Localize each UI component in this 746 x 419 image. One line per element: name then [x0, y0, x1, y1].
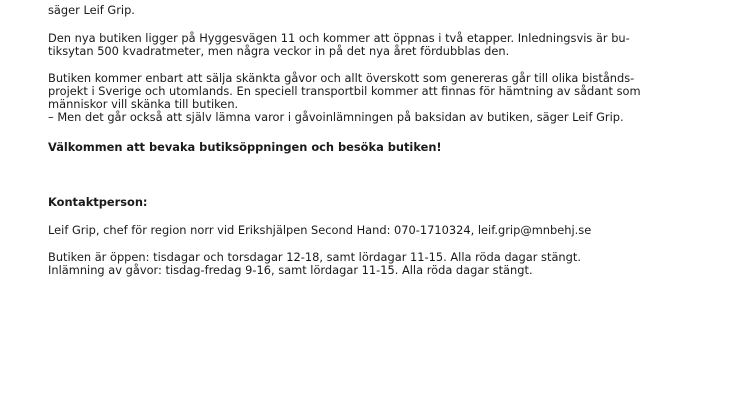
- text-line: Välkommen att bevaka butiksöppningen och besöka butiken!: [48, 140, 442, 154]
- contact-details: [48, 224, 688, 237]
- text-line: säger Leif Grip.: [48, 3, 135, 17]
- welcome-statement: [48, 141, 688, 154]
- opening-hours: [48, 251, 688, 277]
- text-line: Leif Grip, chef för region norr vid Erikshjälpen Second Hand: 070-1710324, leif.grip@mnbehj.se: [48, 223, 592, 237]
- text-line: projekt i Sverige och utomlands. En speciell transportbil kommer att finnas för hämtning av sådant som: [48, 84, 641, 98]
- text-line: människor vill skänka till butiken.: [48, 97, 239, 111]
- text-line: – Men det går också att själv lämna varor i gåvoinlämningen på baksidan av butiken, säger Leif Grip.: [48, 110, 624, 124]
- paragraph-new-store: [48, 32, 688, 58]
- text-line: tiksytan 500 kvadratmeter, men några veckor in på det nya året fördubblas den.: [48, 44, 510, 58]
- text-line: Kontaktperson:: [48, 195, 148, 209]
- contact-heading: [48, 196, 688, 209]
- paragraph-donations: [48, 72, 688, 124]
- text-line: Butiken är öppen: tisdagar och torsdagar 12-18, samt lördagar 11-15. Alla röda dagar stängt.: [48, 250, 581, 264]
- text-line: Inlämning av gåvor: tisdag-fredag 9-16, samt lördagar 11-15. Alla röda dagar stängt.: [48, 263, 533, 277]
- paragraph-intro-tail: [48, 4, 688, 17]
- text-line: Den nya butiken ligger på Hyggesvägen 11 och kommer att öppnas i två etapper. Inledningsvis är bu-: [48, 31, 630, 45]
- text-line: Butiken kommer enbart att sälja skänkta gåvor och allt överskott som genereras går till olika bistånds-: [48, 71, 635, 85]
